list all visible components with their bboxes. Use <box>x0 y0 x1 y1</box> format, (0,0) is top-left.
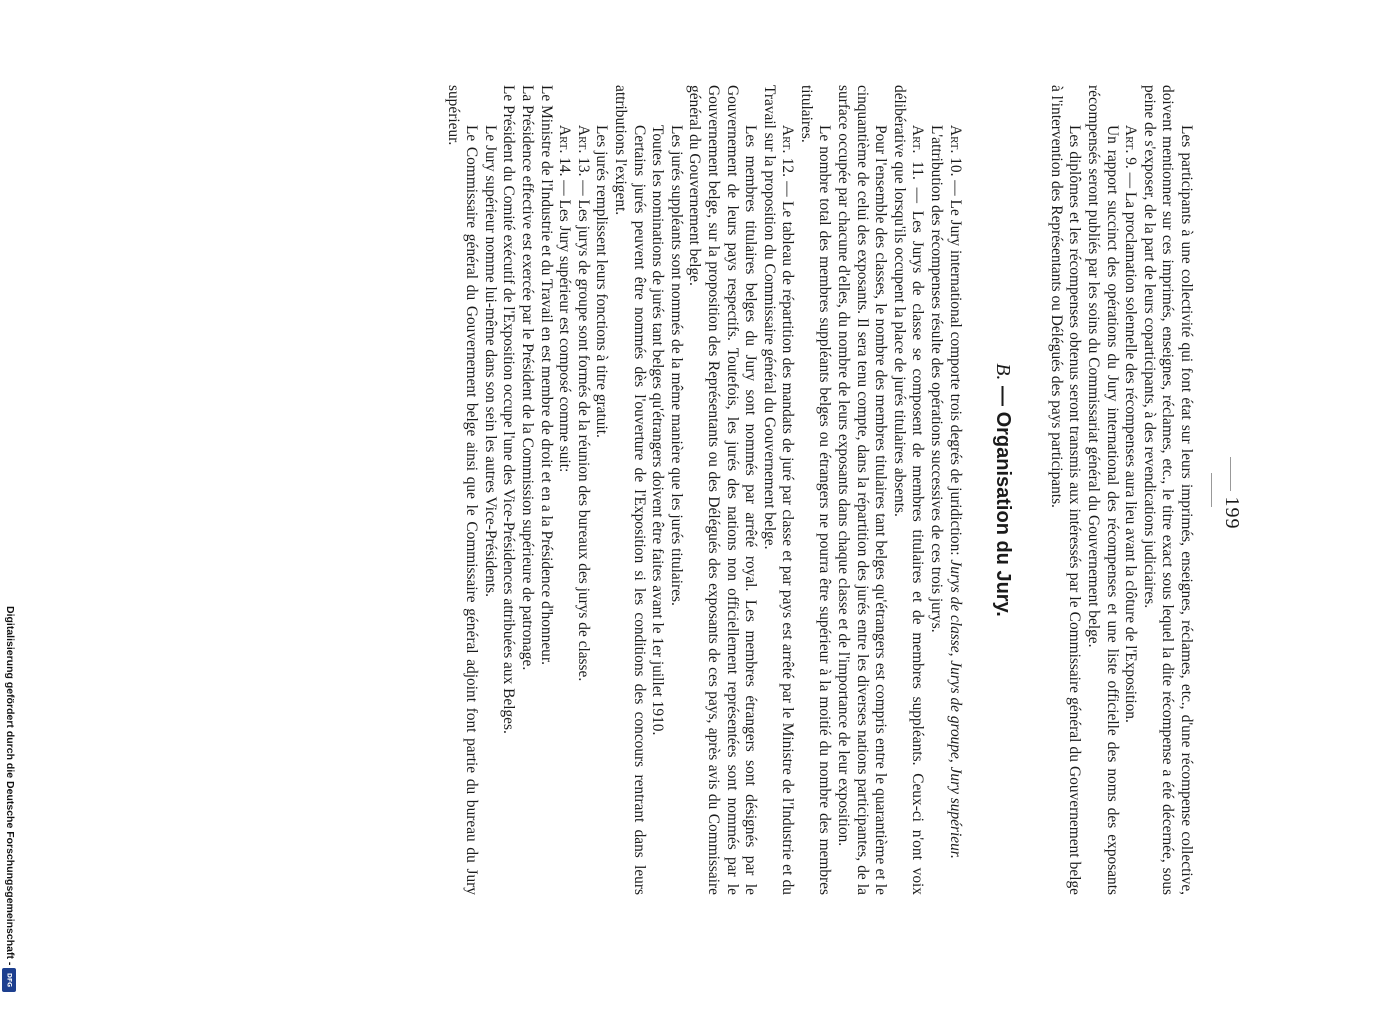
article-number: Art. 13. <box>574 125 592 177</box>
paragraph: Le nombre total des membres suppléants belges ou étrangers ne pourra être supérieur à la moitié du nombre des membres titulaires. <box>797 85 834 895</box>
article-text: — Les Jurys de classe se composent de membres titulaires et de membres suppléants. Ceux-ci n'ont voix délibérative que lorsqu'ils occupent la place de jurés titulaires absents. <box>890 85 927 895</box>
section-heading <box>994 85 1013 895</box>
paragraph: Toutes les nominations de jurés tant belges qu'étrangers doivent être faites avant le 1er juillet 1910. <box>649 125 667 736</box>
paragraph: Les participants à une collectivité qui font état sur leurs imprimés, enseignes, réclames, etc., d'une récompense collective, doivent mentionner sur ces imprimés, enseignes, réclames, etc., le titre exact sous lequel la dite récompense a été décernée, sous peine de s'exposer, de la part de leurs coparticipants, à des revendications judiciaires. <box>1140 85 1195 895</box>
article-number: Art. 11. <box>909 125 927 180</box>
paragraph: Les jurés remplissent leurs fonctions à titre gratuit. <box>593 125 611 438</box>
paragraph: Le Ministre de l'Industrie et du Travail en est membre de droit et en a la Présidence d'honneur. <box>537 85 555 665</box>
section-letter: B. <box>992 363 1015 381</box>
article-number: Art. 14. <box>556 125 574 177</box>
paragraph: L'attribution des récompenses résulte des opérations successives de ces trois jurys. <box>928 125 946 633</box>
article-9 <box>1121 85 1140 895</box>
article-text: — Les Jury supérieur est composé comme suit: <box>556 176 574 473</box>
paragraph: Un rapport succinct des opérations du Jury international des récompenses et une liste officielle des noms des exposants récompensés seront publiés par les soins du Commissariat général du Gouvernement belge. <box>1085 85 1121 895</box>
article-number: Art. 10. <box>946 125 964 177</box>
document-page <box>135 85 1243 896</box>
article-text: — Le tableau de répartition des mandats de juré par classe et par pays est arrêté par le Ministre de l'Industrie et du Travail sur la proposition du Commissaire général du Gouvernement belge. <box>760 85 797 896</box>
credit-text: Digitalisierung gefördert durch die Deutsche Forschungsgemeinschaft - <box>4 606 16 966</box>
article-text: — Le Jury international comporte trois degrés de juridiction: <box>946 176 964 560</box>
section-title: Organisation du Jury. <box>992 411 1015 617</box>
paragraph: Certains jurés peuvent être nommés dès l'ouverture de l'Exposition si les conditions des concours rentrant dans leurs attributions l'exigent. <box>611 85 648 895</box>
section-dash: — <box>992 380 1015 412</box>
paragraph: Les jurés suppléants sont nommés de la même manière que les jurés titulaires. <box>667 125 685 606</box>
paragraph: Le Commissaire général du Gouvernement belge ainsi que le Commissaire général adjoint font partie du bureau du Jury supérieur. <box>444 85 481 895</box>
article-13 <box>573 85 592 895</box>
paragraph: Les diplômes et les récompenses obtenus seront transmis aux intéressés par le Commissaire général du Gouvernement belge à l'intervention des Représentants ou Délégués des pays participants. <box>1047 85 1084 895</box>
article-11 <box>889 85 926 895</box>
article-number: Art. 12. <box>779 125 797 177</box>
article-10 <box>945 85 964 895</box>
paragraph: Pour l'ensemble des classes, le nombre des membres titulaires tant belges qu'étrangers est compris entre le quarantième et le cinquantième de celui des exposants. Il sera tenu compte, dans la répartition des jurés entre les diverses nations participantes, de la surface occupée par chacune d'elles, du nombre de leurs exposants dans chaque classe et de l'importance de leur exposition. <box>835 85 890 895</box>
digitization-credit <box>0 0 22 1000</box>
dfg-logo-icon: DFG <box>2 968 16 992</box>
article-text: — Les jurys de groupe sont formés de la réunion des bureaux des jurys de classe. <box>574 176 592 682</box>
page-number: 199 <box>1204 445 1241 535</box>
paragraph: Les membres titulaires belges du Jury sont nommés par arrêté royal. Les membres étrangers sont désignés par le Gouvernement de leurs pays respectifs. Toutefois, les jurés des nations non officiellement représentées sont nommés par le Gouvernement belge, sur la proposition des Représentants ou des Délégués des exposants de ces pays, après avis du Commissaire général du Gouvernement belge. <box>686 85 760 895</box>
article-14 <box>555 85 574 895</box>
paragraph: La Présidence effective est exercée par le Président de la Commission supérieure de patronage. <box>519 85 536 671</box>
paragraph: Le Jury supérieur nomme lui-même dans son sein les autres Vice-Présidents. <box>481 125 499 597</box>
article-number: Art. 9. <box>1122 125 1140 169</box>
article-italic: Jurys de classe, Jurys de groupe, Jury supérieur. <box>946 559 964 859</box>
paragraph: Le Président du Comité exécutif de l'Exposition occupe l'une des Vice-Présidences attribuées aux Belges. <box>500 85 518 734</box>
article-12 <box>759 85 796 895</box>
article-text: — La proclamation solennelle des récompenses aura lieu avant la clôture de l'Exposition. <box>1122 168 1140 723</box>
